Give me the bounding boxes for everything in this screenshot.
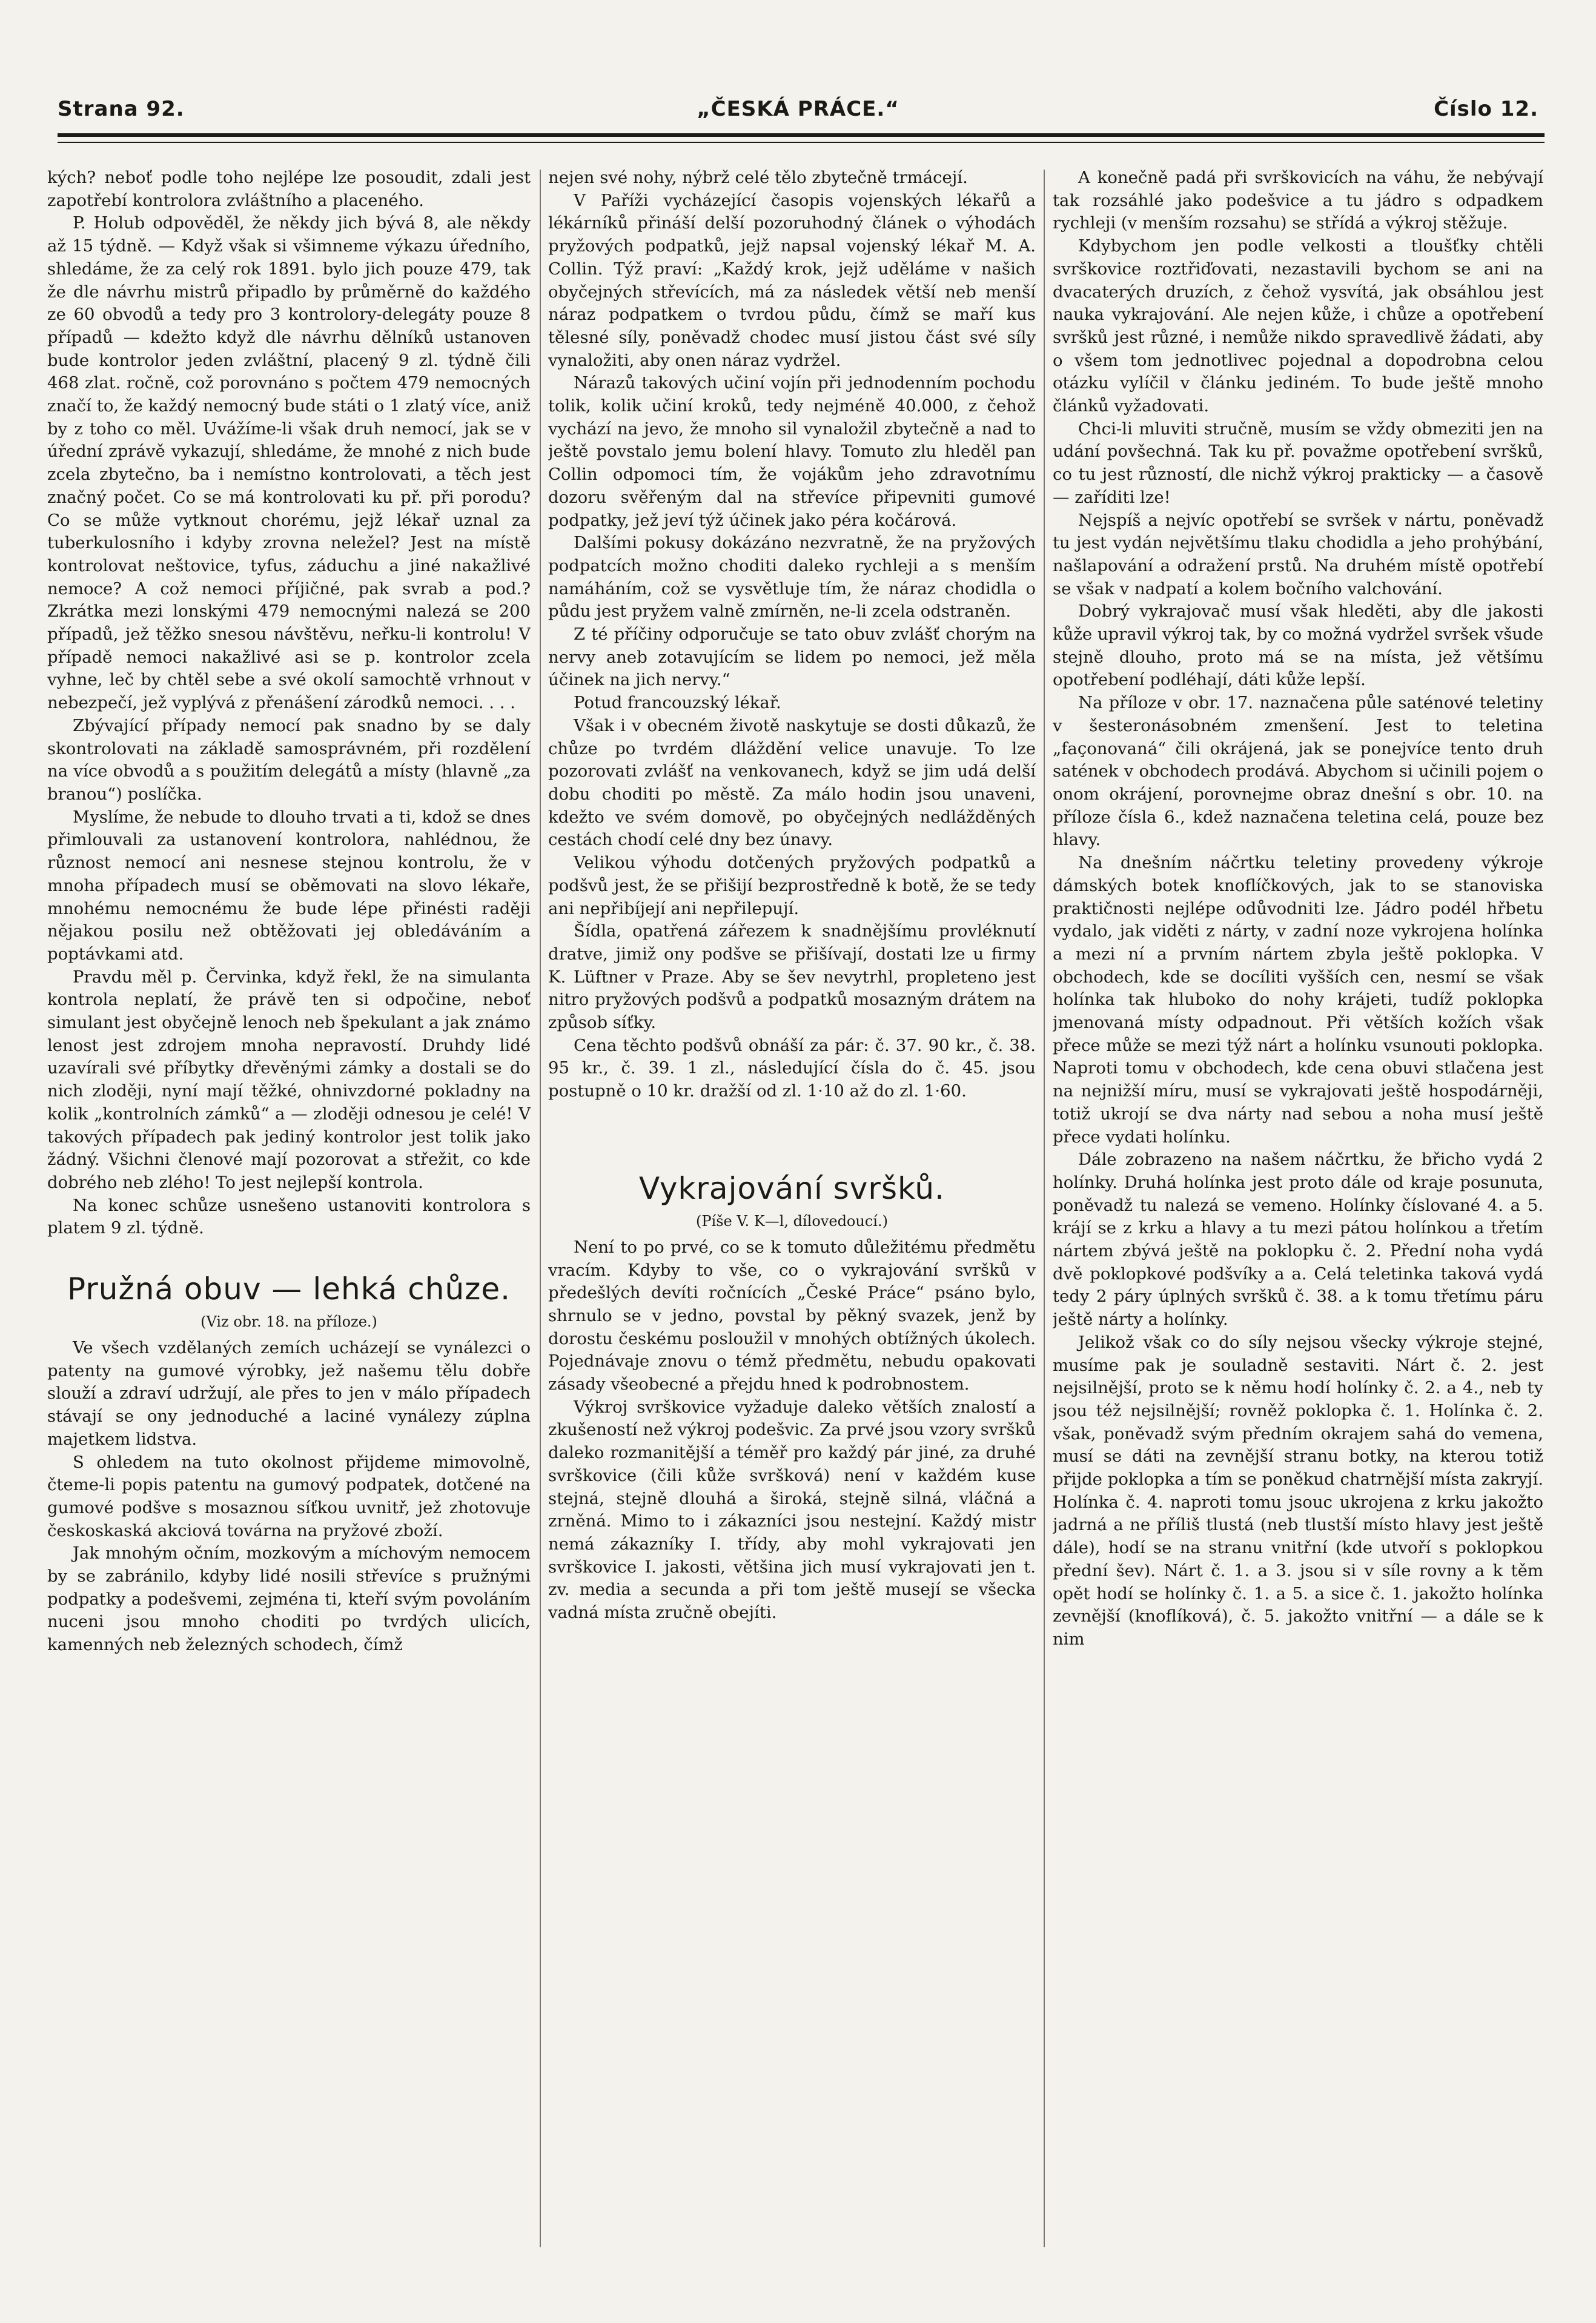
paragraph: Cena těchto podšvů obnáší za pár: č. 37. 90 kr., č. 38. 95 kr., č. 39. 1 zl., následující čísla do č. 45. jsou postupně o 10 kr. dražší od zl. 1·10 až do zl. 1·60. <box>548 1035 1036 1101</box>
article-heading-vykrajovani: Vykrajování svršků. <box>638 1170 945 1206</box>
paragraph: Jak mnohým očním, mozkovým a míchovým nemocem by se zabránilo, kdyby lidé nosili střevíce s pružnými podpatky a podešvemi, zejména ti, kteří svým povoláním nuceni jsou mnoho choditi po tvrdých ulicích, kamenných neb železných schodech, čímž <box>47 1543 531 1655</box>
paragraph: Však i v obecném životě naskytuje se dosti důkazů, že chůze po tvrdém dláždění velice unavuje. To lze pozorovati zvlášť na venkovanech, když se jim udá delší dobu choditi po městě. Za málo hodin jsou unaveni, kdežto ve svém domově, po obyčejných nedlážděných cestách chodí celé dny bez únavy. <box>548 715 1036 850</box>
paragraph: Z té příčiny odporučuje se tato obuv zvlášť chorým na nervy aneb zotavujícím se lidem po nemoci, jež měla účinek na jich nervy.“ <box>548 625 1036 690</box>
paragraph: Zbývající případy nemocí pak snadno by se daly skontrolovati na základě samosprávném, při rozdělení na více obvodů a s použitím delegátů a místy (hlavně „za branou“) poslíčka. <box>47 715 531 804</box>
paragraph: Dobrý vykrajovač musí však hleděti, aby dle jakosti kůže upravil výkroj tak, by co možná vydržel svršek všude stejně dlouho, proto má se na místa, jež většímu opotřebení podléhají, dáti kůže lepší. <box>1053 601 1543 690</box>
paragraph: Na příloze v obr. 17. naznačena půle saténové teletiny v šesteronásobném zmenšení. Jest to teletina „façonovaná“ čili okrájená, jak se ponejvíce tento druh satének v obchodech prodává. Abychom si učinili pojem o onom okrájení, porovnejme obraz dnešní s obr. 10. na příloze čísla 6., kdež naznačena teletina celá, pouze bez hlavy. <box>1053 693 1543 850</box>
article-heading-pruzna-obuv: Pružná obuv — lehká chůze. <box>67 1271 511 1307</box>
paragraph: Dále zobrazeno na našem náčrtku, že břicho vydá 2 holínky. Druhá holínka jest proto dále od kraje posunuta, poněvadž tu nalezá se vemeno. Holínky číslované 4. a 5. krájí se z krku a hlavy a tu mezi pátou holínkou a třetím nártem zbývá ještě na poklopku č. 2. Přední noha vydá dvě poklopkové podšvíky a a. Celá teletinka taková vydá tedy 2 páry úplných svršků č. 38. a k tomu třetímu páru ještě nárty a holínky. <box>1053 1150 1543 1330</box>
paragraph: Nejspíš a nejvíc opotřebí se svršek v nártu, poněvadž tu jest vydán největšímu tlaku chodidla a jeho prohýbání, našlapování a odražení prstů. Na druhém místě opotřebí se však v nadpatí a kolem bočního valchování. <box>1053 510 1543 598</box>
paragraph: Nárazů takových učiní vojín při jednodenním pochodu tolik, kolik učiní kroků, tedy nejméně 40.000, z čehož vychází na jevo, že mnoho sil vynaložil zbytečně a nad to ještě povstalo jemu bolení hlavy. Tomuto zlu hleděl pan Collin odpomoci tím, že vojákům jeho zdravotnímu dozoru svěřeným dal na střevíce připevniti gumové podpatky, jež jeví týž účinek jako péra kočárová. <box>548 373 1036 530</box>
column-3 <box>1053 167 1543 2287</box>
paragraph: Jelikož však co do síly nejsou všecky výkroje stejné, musíme pak je souladně sestaviti. Nárt č. 2. jest nejsilnější, proto se k němu hodí holínky č. 2. a 4., neb ty jsou též nejsilnější; rovněž poklopka č. 1. Holínka č. 2. však, poněvadž svým předním okrajem sahá do vemena, musí se dáti na zevnější stranu botky, na kterou totiž přijde poklopka a tím se poněkud chatrnější místa zakryjí. Holínka č. 4. naproti tomu jsouc ukrojena z krku jakožto jadrná a ne příliš tlustá (neb tlustší místo hlavy jest ještě dále), hodí se na stranu vnitřní (kde utvoří s poklopkou přední šev). Nárt č. 1. a 3. jsou si v síle rovny a k těm opět hodí se holínky č. 1. a 5. a sice č. 1. jakožto holínka zevnější (knoflíková), č. 5. jakožto vnitřní — a dále se k nim <box>1053 1332 1543 1649</box>
paragraph: Na konec schůze usnešeno ustanoviti kontrolora s platem 9 zl. týdně. <box>47 1195 531 1238</box>
header-rule-thin <box>58 142 1545 143</box>
column-1 <box>47 167 531 2287</box>
journal-title: „ČESKÁ PRÁCE.“ <box>697 97 899 121</box>
paragraph: Ve všech vzdělaných zemích ucházejí se vynálezci o patenty na gumové výrobky, jež našemu tělu dobře slouží a zdraví udržují, ale přes to jen v málo případech stávají se ony jednoduché a laciné vynálezy zúplna majetkem lidstva. <box>47 1338 531 1449</box>
column-2 <box>548 167 1036 2287</box>
paragraph: Myslíme, že nebude to dlouho trvati a ti, kdož se dnes přimlouvali za ustanovení kontrolora, nahlédnou, že různost nemocí ani nesnese stejnou kontrolu, že v mnoha případech musí se oběmovati na slovo lékaře, mnohému nemocnému že bude lépe přinésti raději nějakou posilu než obtěžovati jej obledáváním a poptávkami atd. <box>47 807 531 964</box>
header-rule-thick <box>58 133 1545 137</box>
paragraph: Chci-li mluviti stručně, musím se vždy obmeziti jen na udání povšechná. Tak ku př. považme opotřebení svršků, co tu jest růzností, dle nichž výkroj prakticky — a časově — zaříditi lze! <box>1053 419 1543 507</box>
paragraph: nejen své nohy, nýbrž celé tělo zbytečně trmácejí. <box>548 168 968 187</box>
paragraph: P. Holub odpověděl, že někdy jich bývá 8, ale někdy až 15 týdně. — Když však si všimneme výkazu úředního, shledáme, že za celý rok 1891. bylo jich pouze 479, tak že dle návrhu mistrů připadlo by průměrně do každého ze 60 obvodů a tedy pro 3 kontrolory-delegáty pouze 8 případů — kdežto když dle návrhu dělníků ustanoven bude kontrolor jeden zvláštní, placený 9 zl. týdně čili 468 zlat. ročně, což porovnáno s počtem 479 nemocných značí to, že každý nemocný bude státi o 1 zlatý více, aniž by z toho co měl. Uvážíme-li však druh nemocí, jak se v úřední zprávě vykazují, shledáme, že mnohé z nich bude zcela zbytečno, ba i nemístno kontrolovati, a těch jest značný počet. Co se má kontrolovati ku př. při porodu? Co se může vytknout chorému, jejž lékař uznal za tuberkulosního i kdyby zrovna neležel? Jest na místě kontrolovat neštovice, tyfus, záduchu a jiné nakažlivé nemoce? A což nemoci příjičné, pak svrab a pod.? Zkrátka mezi lonskými 479 nemocnými nalezá se 200 případů, jež těžko snesou návštěvu, neřku-li kontrolu! V případě nemoci nakažlivé asi se p. kontrolor zcela vyhne, leč by chtěl sebe a své okolí samochtě vrhnout v nebezpečí, jež vyplývá z přenášení zárodků nemoci. . . . <box>47 213 531 713</box>
paragraph: Na dnešním náčrtku teletiny provedeny výkroje dámských botek knoflíčkových, jak to se stanoviska praktičnosti nejlépe odůvodniti lze. Jádro podél hřbetu vydalo, jak viděti z nárty, v zadní noze vykrojena holínka a mezi ní a prvním nártem zbyla ještě poklopka. V obchodech, kde se docíliti vyšších cen, nesmí se však holínka tak hluboko do nohy krájeti, tudíž poklopka jmenovaná místy odpadnout. Při větších kožích však přece může se mezi týž nárt a holínku vsunouti poklopka. Naproti tomu v obchodech, kde cena obuvi stlačena jest na nejnižší míru, musí se vykrajovati ještě hospodárněji, totiž ukrojí se dva nárty nad sebou a noha musí ještě přece vydati holínku. <box>1053 853 1543 1147</box>
paragraph: V Paříži vycházející časopis vojenských lékařů a lékárníků přináší delší pozoruhodný článek o výhodách pryžových podpatků, jejž napsal vojenský lékař M. A. Collin. Týž praví: „Každý krok, jejž uděláme v našich obyčejných střevících, má za následek větší neb menší náraz podpatkem o tvrdou půdu, čímž se maří kus tělesné síly, poněvadž chodec musí jistou část své síly vynaložiti, aby onen náraz vydržel. <box>548 190 1036 370</box>
paragraph: Šídla, opatřená zářezem k snadnějšímu provléknutí dratve, jimiž ony podšve se přišívají, dostati lze u firmy K. Lüftner v Praze. Aby se šev nevytrhl, propleteno jest nitro pryžových podšvů a podpatků mosazným drátem na způsob síťky. <box>548 921 1036 1033</box>
paragraph: Potud francouzský lékař. <box>574 693 781 713</box>
article-subtitle: (Viz obr. 18. na příloze.) <box>200 1313 377 1331</box>
paragraph: kých? neboť podle toho nejlépe lze posoudit, zdali jest zapotřebí kontrolora zvláštního a placeného. <box>47 168 531 210</box>
paragraph: A konečně padá při svrškovicích na váhu, že nebývají tak rozsáhlé jako podešvice a tu jádro s odpadkem rychleji (v menším rozsahu) se střídá a výkroj stěžuje. <box>1053 168 1543 233</box>
paragraph: S ohledem na tuto okolnost přijdeme mimovolně, čteme-li popis patentu na gumový podpatek, dotčené na gumové podšve s mosaznou síťkou uvnitř, jež zhotovuje českoskaská akciová továrna na pryžové zboží. <box>47 1452 531 1540</box>
paragraph: Není to po prvé, co se k tomuto důležitému předmětu vracím. Kdyby to vše, co o vykrajování svršků v předešlých devíti ročnících „České Práce“ psáno bylo, shrnulo se v jedno, povstal by pěkný svazek, jenž by dorostu českému posloužil v mnohých obtížných úkolech. Pojednávaje znovu o témž předmětu, nebudu opakovati zásady všeobecné a přejdu hned k podrobnostem. <box>548 1237 1036 1394</box>
column-divider-2 <box>1044 170 1045 2247</box>
column-divider-1 <box>540 170 541 2247</box>
paragraph: Velikou výhodu dotčených pryžových podpatků a podšvů jest, že se přišijí bezprostředně k botě, že se tedy ani nepřibíjejí ani nepřilepují. <box>548 853 1036 918</box>
page-number: Strana 92. <box>58 97 185 121</box>
issue-number: Číslo 12. <box>1434 97 1538 121</box>
article-subtitle: (Píše V. K—l, dílovedoucí.) <box>696 1212 888 1230</box>
paragraph: Pravdu měl p. Červinka, když řekl, že na simulanta kontrola neplatí, že právě ten si odpočine, neboť simulant jest obyčejně lenoch neb špekulant a jak známo lenost jest zdrojem mnoha nepravostí. Druhdy lidé uzavírali své příbytky dřevěnými zámky a dostali se do nich zloději, nyní mají těžké, ohnivzdorné pokladny na kolik „kontrolních zámků“ a — zloději odnesou je celé! V takových případech pak jediný kontrolor jest tolik jako žádný. Všichni členové mají pozorovat a střežit, co kde dobrého neb zlého! To jest nejlepší kontrola. <box>47 967 531 1192</box>
paragraph: Kdybychom jen podle velkosti a tloušťky chtěli svrškovice roztřiďovati, nezastavili bychom se ani na dvacaterých druzích, z čehož vysvítá, jak obsáhlou jest nauka vykrajování. Ale nejen kůže, i chůze a opotřebení svršků jest různé, i nemůže nikdo spravedlivě žádati, aby o všem tom jednotlivec pojednal a dopodrobna celou otázku vylíčil v článku jediném. To bude ještě mnoho článků vyžadovati. <box>1053 236 1543 416</box>
paragraph: Dalšími pokusy dokázáno nezvratně, že na pryžových podpatcích možno choditi daleko rychleji a s menším namáháním, což se vysvětluje tím, že náraz chodidla o půdu jest pryžem valně zmírněn, ne-li zcela odstraněn. <box>548 533 1036 621</box>
paragraph: Výkroj svrškovice vyžaduje daleko větších znalostí a zkušeností než výkroj podešvic. Za prvé jsou vzory svršků daleko rozmanitější a téměř pro každý pár jiné, za druhé svrškovice (čili kůže svršková) není v každém kuse stejná, stejně dlouhá a široká, stejně silná, vláčná a zrněná. Mimo to i zákazníci jsou nestejní. Každý mistr nemá zákazníky I. třídy, aby mohl vykrajovati jen svrškovice I. jakosti, většina jich musí vykrajovati jen t. zv. media a secunda a při tom ještě musejí se všecka vadná místa zručně obejíti. <box>548 1397 1036 1623</box>
